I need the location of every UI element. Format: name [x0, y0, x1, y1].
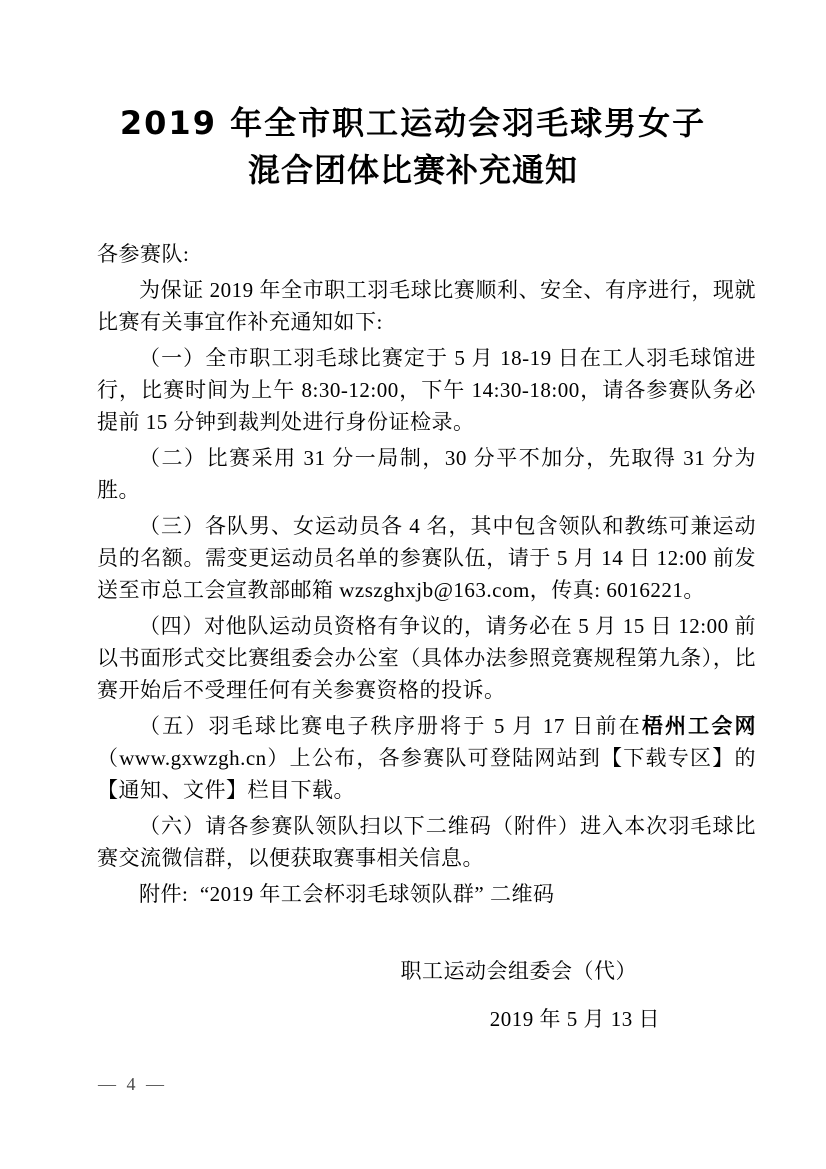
document-body: [97, 238, 756, 1035]
page-number: — 4 —: [98, 1074, 167, 1094]
item-2: （二）比赛采用 31 分一局制，30 分平不加分，先取得 31 分为胜。: [97, 446, 756, 502]
item-5-site-name: 梧州工会网: [641, 714, 757, 738]
attachment-line: 附件: “2019 年工会杯羽毛球领队群” 二维码: [139, 882, 555, 906]
document-title: [0, 100, 826, 194]
item-5: [97, 710, 756, 806]
item-5-text-before: （五）羽毛球比赛电子秩序册将于 5 月 17 日前在: [139, 714, 642, 738]
salutation: 各参赛队:: [97, 242, 190, 266]
title-line-1: 2019 年全市职工运动会羽毛球男女子: [119, 104, 707, 142]
item-4: （四）对他队运动员资格有争议的，请务必在 5 月 15 日 12:00 前以书面形式交比赛组委会办公室（具体办法参照竞赛规程第九条），比赛开始后不受理任何有关参赛资格的投诉。: [97, 614, 756, 702]
date: 2019 年 5 月 13 日: [489, 1007, 660, 1031]
intro-paragraph: 为保证 2019 年全市职工羽毛球比赛顺利、安全、有序进行，现就比赛有关事宜作补充通知如下:: [97, 278, 756, 334]
title-line-2: 混合团体比赛补充通知: [247, 151, 578, 189]
item-5-text-after: （www.gxwzgh.cn）上公布，各参赛队可登陆网站到【下载专区】的【通知、文件】栏目下载。: [97, 746, 756, 802]
item-6: （六）请各参赛队领队扫以下二维码（附件）进入本次羽毛球比赛交流微信群，以便获取赛事相关信息。: [97, 814, 756, 870]
signature: 职工运动会组委会（代）: [400, 959, 637, 983]
item-3: （三）各队男、女运动员各 4 名，其中包含领队和教练可兼运动员的名额。需变更运动员名单的参赛队伍，请于 5 月 14 日 12:00 前发送至市总工会宣教部邮箱 wzszghxjb@163.com，传真: 6016221。: [97, 514, 756, 602]
item-1: （一）全市职工羽毛球比赛定于 5 月 18-19 日在工人羽毛球馆进行，比赛时间为上午 8:30-12:00，下午 14:30-18:00，请各参赛队务必提前 15 分钟到裁判处进行身份证检录。: [97, 346, 756, 434]
